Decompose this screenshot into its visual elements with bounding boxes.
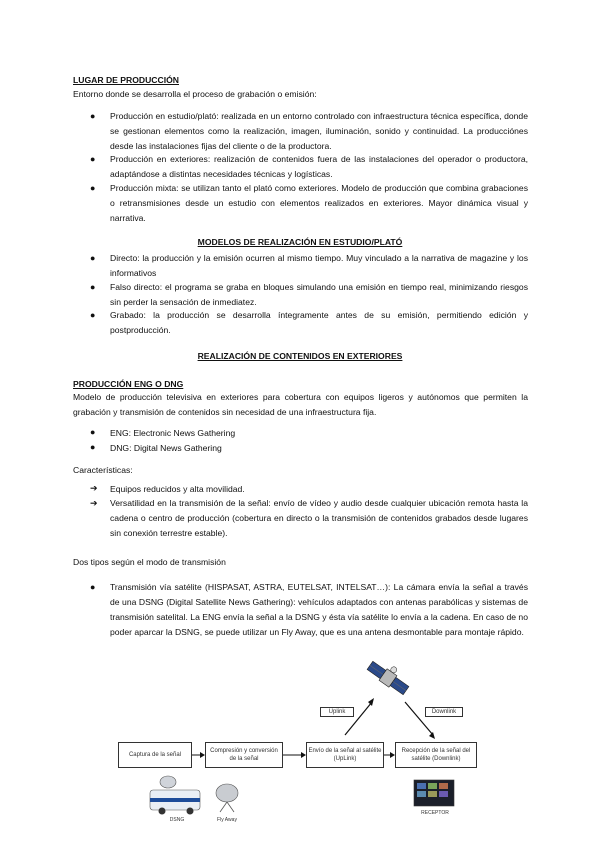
list-item-versatilidad: Versatilidad en la transmisión de la señal: envío de vídeo y audio desde cualquier ubicación remota hasta la cadena o centro de producción (cobertura en directo o la transmisión de contenidos grabados desde lugares sin conexión terrestre estable). bbox=[110, 498, 528, 538]
diagram-box-uplink: Envío de la señal al satélite (UpLink) bbox=[306, 742, 384, 768]
bullet-dot: ● bbox=[90, 442, 96, 452]
eng-intro: Modelo de producción televisiva en exteriores para cobertura con equipos ligeros y autónomos que permiten la grabación y transmisión de contenidos sin necesidad de una infraestructura fija. bbox=[73, 392, 528, 417]
list-item-estudio: Producción en estudio/plató: realizada en un entorno controlado con infraestructura técnica específica, donde se gestionan elementos como la realización, imagen, iluminación, sonido y continuidad. La producciónes desde las instalaciones fijas del cliente o de la productora. bbox=[110, 111, 528, 151]
list-item-exteriores: Producción en exteriores: realización de contenidos fuera de las instalaciones del operador o productora, adaptándose a distintas necesidades técnicas y logísticas. bbox=[110, 154, 528, 179]
fly-away-icon bbox=[216, 784, 238, 812]
caption-receptor: RECEPTOR bbox=[421, 810, 449, 816]
section-title-exteriores: REALIZACIÓN DE CONTENIDOS EN EXTERIORES bbox=[197, 351, 403, 361]
list-item-falso-directo: Falso directo: el programa se graba en bloques simulando una emisión en tiempo real, minimizando riesgos sin perder la sensación de inmediatez. bbox=[110, 282, 528, 307]
caption-fly-away: Fly Away bbox=[217, 817, 237, 823]
bullet-dot: ● bbox=[90, 111, 96, 121]
bullet-dot: ● bbox=[90, 582, 96, 592]
arrow-icon: ➔ bbox=[90, 483, 98, 493]
downlink-label: Downlink bbox=[425, 707, 463, 717]
caracteristicas-label: Características: bbox=[73, 465, 133, 475]
bullet-dot: ● bbox=[90, 310, 96, 320]
control-room-icon bbox=[414, 780, 454, 806]
bullet-dot: ● bbox=[90, 183, 96, 193]
list-item-grabado: Grabado: la producción se desarrolla íntegramente antes de su emisión, permitiendo edición y postproducción. bbox=[110, 310, 528, 335]
caption-dsng: DSNG bbox=[169, 817, 185, 823]
section-title-lugar: LUGAR DE PRODUCCIÓN bbox=[73, 75, 179, 85]
list-item-dng: DNG: Digital News Gathering bbox=[110, 443, 222, 453]
arrow-icon: ➔ bbox=[90, 498, 98, 508]
section-title-modelos: MODELOS DE REALIZACIÓN EN ESTUDIO/PLATÓ bbox=[197, 237, 403, 247]
satellite-icon bbox=[366, 655, 414, 697]
list-item-directo: Directo: la producción y la emisión ocurren al mismo tiempo. Muy vinculado a la narrativa de magazine y los informativos bbox=[110, 253, 528, 278]
section-title-eng: PRODUCCIÓN ENG O DNG bbox=[73, 379, 184, 389]
list-item-eng: ENG: Electronic News Gathering bbox=[110, 428, 236, 438]
bullet-dot: ● bbox=[90, 154, 96, 164]
bullet-dot: ● bbox=[90, 282, 96, 292]
bullet-dot: ● bbox=[90, 253, 96, 263]
list-item-satelite: Transmisión vía satélite (HISPASAT, ASTRA, EUTELSAT, INTELSAT…): La cámara envía la señal a través de una DSNG (Digital Satellite News Gathering): vehículos adaptados con antenas parabólicas y sistemas de transmisión satelital. La ENG envía la señal a la DSNG y ésta vía satélite lo envía a la cadena. En caso de no poder aparcar la DSNG, se puede utilizar un Fly Away, que es una antena desmontable para montaje rápido. bbox=[110, 582, 528, 637]
transmission-diagram bbox=[0, 650, 600, 840]
dsng-van-icon bbox=[150, 776, 200, 815]
list-item-mixta: Producción mixta: se utilizan tanto el plató como exteriores. Modelo de producción que combina grabaciones o retransmisiones desde un estudio con elementos realizados en exteriores. Mayor dinámica visual y narrativa. bbox=[110, 183, 528, 223]
diagram-box-downlink: Recepción de la señal del satélite (Downlink) bbox=[395, 742, 477, 768]
bullet-dot: ● bbox=[90, 427, 96, 437]
uplink-label: Uplink bbox=[320, 707, 354, 717]
list-item-equipos: Equipos reducidos y alta movilidad. bbox=[110, 484, 245, 494]
lugar-intro: Entorno donde se desarrolla el proceso de grabación o emisión: bbox=[73, 89, 317, 99]
tipos-label: Dos tipos según el modo de transmisión bbox=[73, 557, 226, 567]
diagram-box-captura: Captura de la señal bbox=[118, 742, 192, 768]
diagram-box-compresion: Compresión y conversión de la señal bbox=[205, 742, 283, 768]
